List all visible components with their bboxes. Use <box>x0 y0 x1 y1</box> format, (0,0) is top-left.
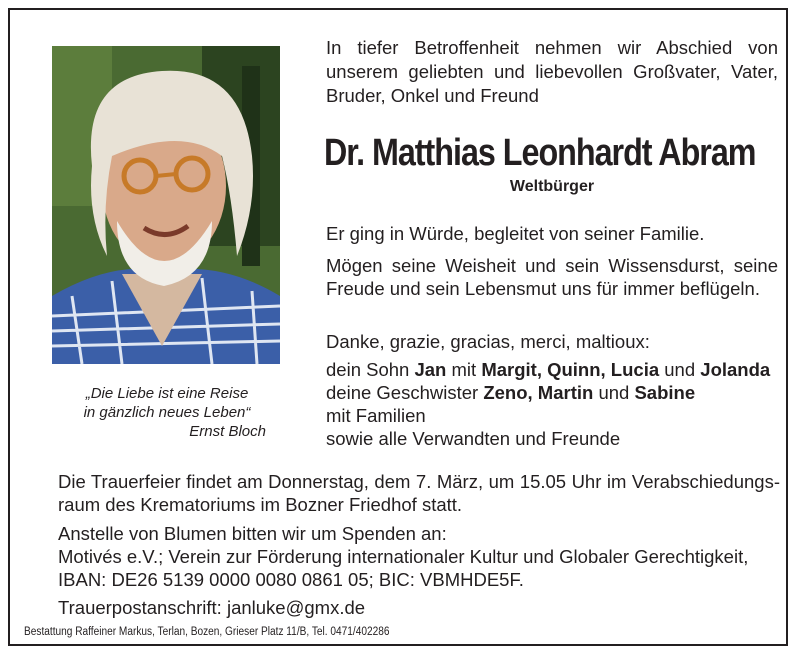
siblings-line <box>326 381 778 404</box>
family-list <box>326 358 778 450</box>
und-word: und <box>659 359 701 380</box>
und-word: und <box>593 382 635 403</box>
quote-block <box>62 384 272 441</box>
thanks-intro <box>326 330 778 353</box>
siblings-prefix: deine Geschwister <box>326 382 484 403</box>
relatives-line: sowie alle Verwandten und Freunde <box>326 428 621 449</box>
donation-line-2: Motivés e.V.; Verein zur Förderung internationaler Kultur und Globaler Gerechtigkeit, <box>58 546 749 567</box>
thanks-line: Danke, grazie, gracias, merci, maltioux: <box>326 331 650 352</box>
donation-line-1: Anstelle von Blumen bitten wir um Spenden an: <box>58 523 447 544</box>
siblings-names: Zeno, Martin <box>483 382 594 403</box>
portrait-photo <box>52 46 280 364</box>
last-sibling-name: Sabine <box>634 382 696 403</box>
mail-address: Trauerpostanschrift: janluke@gmx.de <box>58 597 366 618</box>
dignity-line: Er ging in Würde, begleitet von seiner Familie. <box>326 223 705 244</box>
son-line <box>326 358 778 381</box>
families-line: mit Familien <box>326 405 426 426</box>
funeral-home-footer: Bestattung Raffeiner Markus, Terlan, Bozen, Grieser Platz 11/B, Tel. 0471/402286 <box>24 626 390 638</box>
son-prefix: dein Sohn <box>326 359 415 380</box>
with-word: mit <box>446 359 482 380</box>
portrait-image <box>52 46 280 364</box>
quote-author: Ernst Bloch <box>189 423 266 440</box>
subtitle: Weltbürger <box>509 178 595 195</box>
donation-block <box>58 522 780 591</box>
donation-line-3: IBAN: DE26 5139 0000 0080 0861 05; BIC: VBMHDE5F. <box>58 569 524 590</box>
son-name: Jan <box>414 359 447 380</box>
quote-text-line-1: „Die Liebe ist eine Reise <box>85 385 249 402</box>
grandchildren-names: Margit, Quinn, Lucia <box>481 359 660 380</box>
last-grandchild-name: Jolanda <box>700 359 771 380</box>
wisdom-paragraph: Mögen seine Weisheit und sein Wissensdurst, seine Freude und sein Lebensmut uns für immer beflügeln. <box>326 255 778 299</box>
deceased-name: Dr. Matthias Leonhardt Abram <box>324 132 756 174</box>
quote-text-line-2: in gänzlich neues Leben“ <box>83 404 251 421</box>
ceremony-text: Die Trauerfeier findet am Donnerstag, dem 7. März, um 15.05 Uhr im Verabschiedungs-raum des Krematoriums im Bozner Friedhof statt. <box>58 471 780 515</box>
intro-text: In tiefer Betroffenheit nehmen wir Abschied von unserem geliebten und liebevollen Großvater, Vater, Bruder, Onkel und Freund <box>326 37 778 106</box>
